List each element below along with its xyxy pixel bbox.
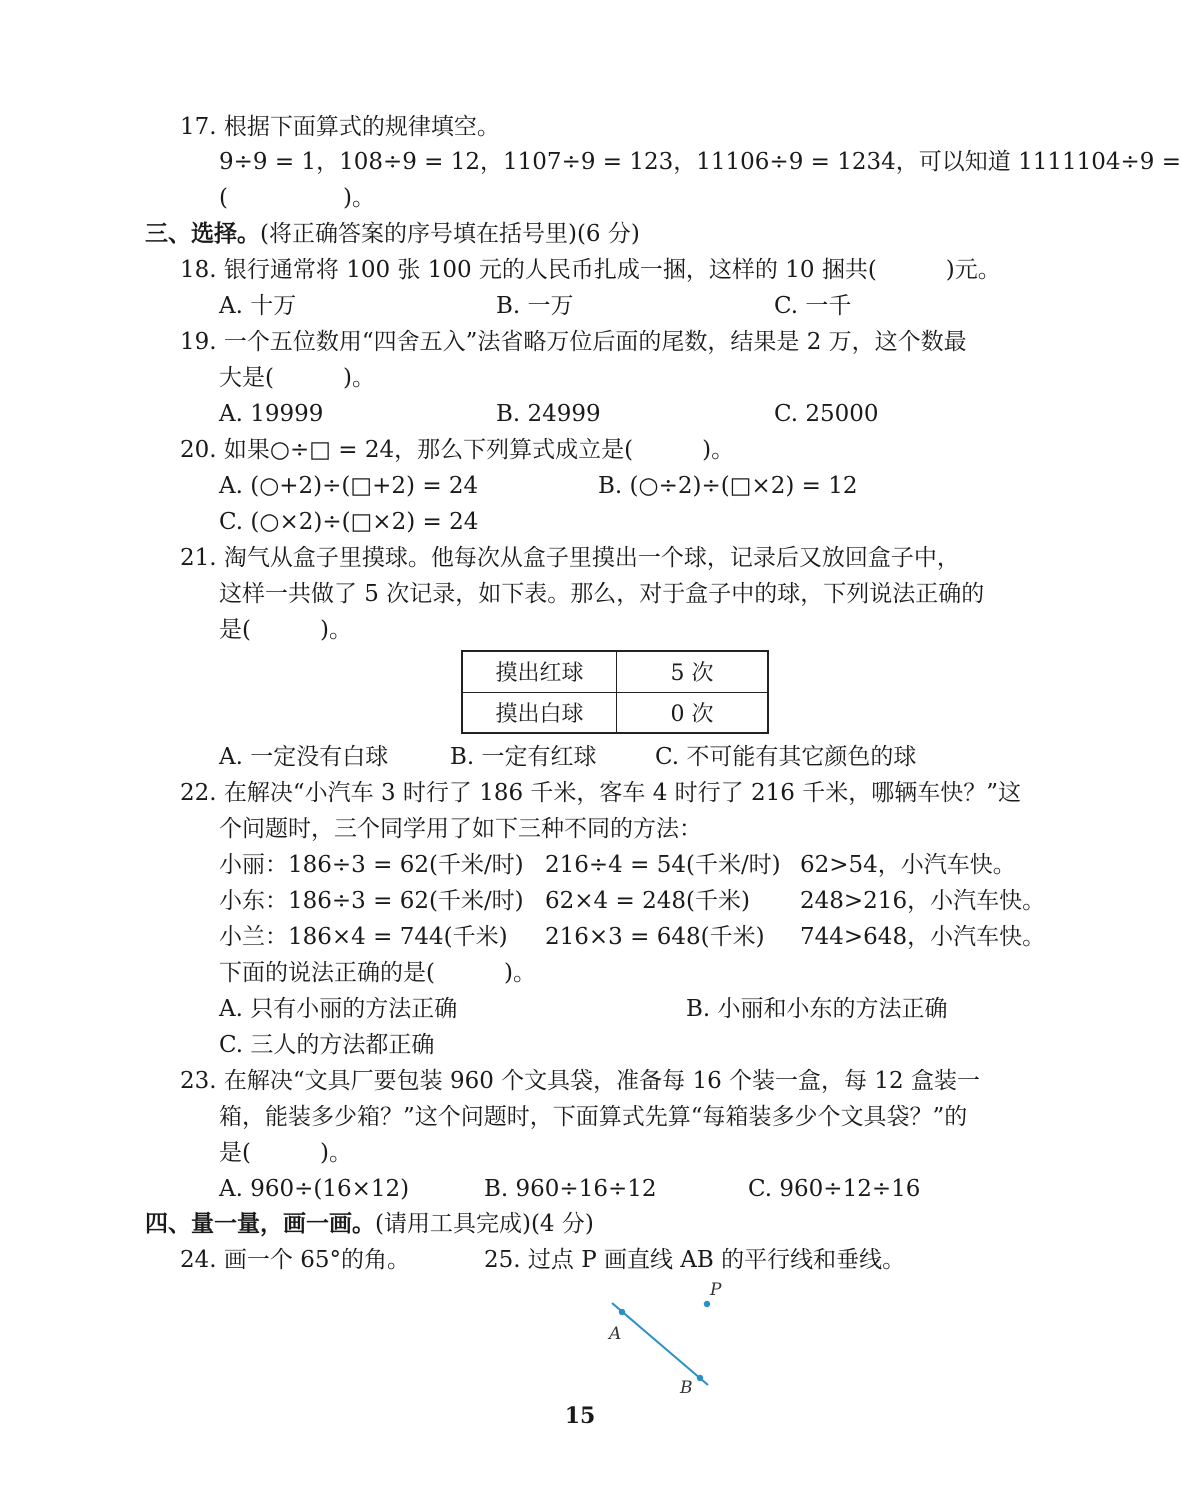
section-3-title: 三、选择。 [145,221,260,247]
q21-option-b: B. 一定有红球 [450,744,597,770]
q20-option-b: B. (○÷2)÷(□×2) = 12 [598,473,858,499]
section-3-note: (将正确答案的序号填在括号里)(6 分) [260,221,640,247]
q22-stem-line2: 个问题时，三个同学用了如下三种不同的方法： [219,816,702,842]
q17-answer-blank: ( )。 [219,185,375,211]
q22-method-xiaodong-step2: 62×4 = 248(千米) [545,888,750,914]
q20-stem: 20. 如果○÷□ = 24，那么下列算式成立是( )。 [180,437,735,463]
q21-option-c: C. 不可能有其它颜色的球 [655,744,917,770]
point-b [697,1375,703,1381]
q17-stem: 17. 根据下面算式的规律填空。 [180,114,500,140]
q22-method-xiaoli-step3: 62>54，小汽车快。 [800,852,1016,878]
label-a: A [609,1324,622,1344]
q22-option-b: B. 小丽和小东的方法正确 [686,996,948,1022]
q18-stem: 18. 银行通常将 100 张 100 元的人民币扎成一捆，这样的 10 捆共( )元。 [180,257,1001,283]
point-a [619,1309,625,1315]
q19-stem-line2: 大是( )。 [219,365,375,391]
q21-option-a: A. 一定没有白球 [219,744,389,770]
line-ab [612,1303,708,1385]
q22-method-xiaolan-step2: 216×3 = 648(千米) [545,924,765,950]
q19-option-b: B. 24999 [496,401,601,427]
q20-option-a: A. (○+2)÷(□+2) = 24 [219,473,479,499]
table-cell-value: 5 次 [617,651,769,692]
q21-stem-line1: 21. 淘气从盒子里摸球。他每次从盒子里摸出一个球，记录后又放回盒子中， [180,545,960,571]
q23-option-b: B. 960÷16÷12 [484,1176,657,1202]
q22-option-c: C. 三人的方法都正确 [219,1032,435,1058]
table-cell-label: 摸出白球 [462,692,617,733]
section-4-title: 四、量一量，画一画。 [145,1211,375,1237]
q22-ask: 下面的说法正确的是( )。 [219,960,536,986]
point-p [704,1301,710,1307]
q22-option-a: A. 只有小丽的方法正确 [219,996,458,1022]
q22-method-xiaodong-step1: 小东：186÷3 = 62(千米/时) [219,888,524,914]
section-4-heading [145,1208,594,1240]
label-p: P [710,1280,722,1300]
q22-method-xiaolan-step3: 744>648，小汽车快。 [800,924,1046,950]
q23-option-a: A. 960÷(16×12) [219,1176,410,1202]
q18-option-c: C. 一千 [774,293,852,319]
table-row [462,651,768,692]
q21-stem-line3: 是( )。 [219,617,352,643]
q19-option-c: C. 25000 [774,401,879,427]
q23-stem-line2: 箱，能装多少箱？”这个问题时，下面算式先算“每箱装多少个文具袋？”的 [219,1104,968,1130]
q18-option-b: B. 一万 [496,293,574,319]
page-number: 15 [564,1403,596,1429]
q23-option-c: C. 960÷12÷16 [748,1176,921,1202]
q18-option-a: A. 十万 [219,293,297,319]
q22-method-xiaoli-step2: 216÷4 = 54(千米/时) [545,852,781,878]
q23-stem-line1: 23. 在解决“文具厂要包装 960 个文具袋，准备每 16 个装一盒，每 12 盒装一 [180,1068,980,1094]
q22-method-xiaolan-step1: 小兰：186×4 = 744(千米) [219,924,508,950]
q25-stem: 25. 过点 P 画直线 AB 的平行线和垂线。 [484,1247,906,1273]
q22-stem-line1: 22. 在解决“小汽车 3 时行了 186 千米，客车 4 时行了 216 千米，哪辆车快？”这 [180,780,1021,806]
q19-stem-line1: 19. 一个五位数用“四舍五入”法省略万位后面的尾数，结果是 2 万，这个数最 [180,329,967,355]
q20-option-c: C. (○×2)÷(□×2) = 24 [219,509,479,535]
q17-pattern: 9÷9 = 1，108÷9 = 12，1107÷9 = 123，11106÷9 = 1234，可以知道 1111104÷9 = [219,149,1181,175]
q21-record-table [461,650,769,734]
q21-stem-line2: 这样一共做了 5 次记录，如下表。那么，对于盒子中的球，下列说法正确的 [219,581,985,607]
section-3-heading [145,218,640,250]
table-cell-value: 0 次 [617,692,769,733]
section-4-note: (请用工具完成)(4 分) [375,1211,594,1237]
q25-figure [590,1275,740,1400]
q22-method-xiaodong-step3: 248>216，小汽车快。 [800,888,1046,914]
q23-stem-line3: 是( )。 [219,1140,352,1166]
table-row [462,692,768,733]
q24-stem: 24. 画一个 65°的角。 [180,1247,410,1273]
q22-method-xiaoli-step1: 小丽：186÷3 = 62(千米/时) [219,852,524,878]
q19-option-a: A. 19999 [219,401,324,427]
table-cell-label: 摸出红球 [462,651,617,692]
label-b: B [680,1378,693,1398]
